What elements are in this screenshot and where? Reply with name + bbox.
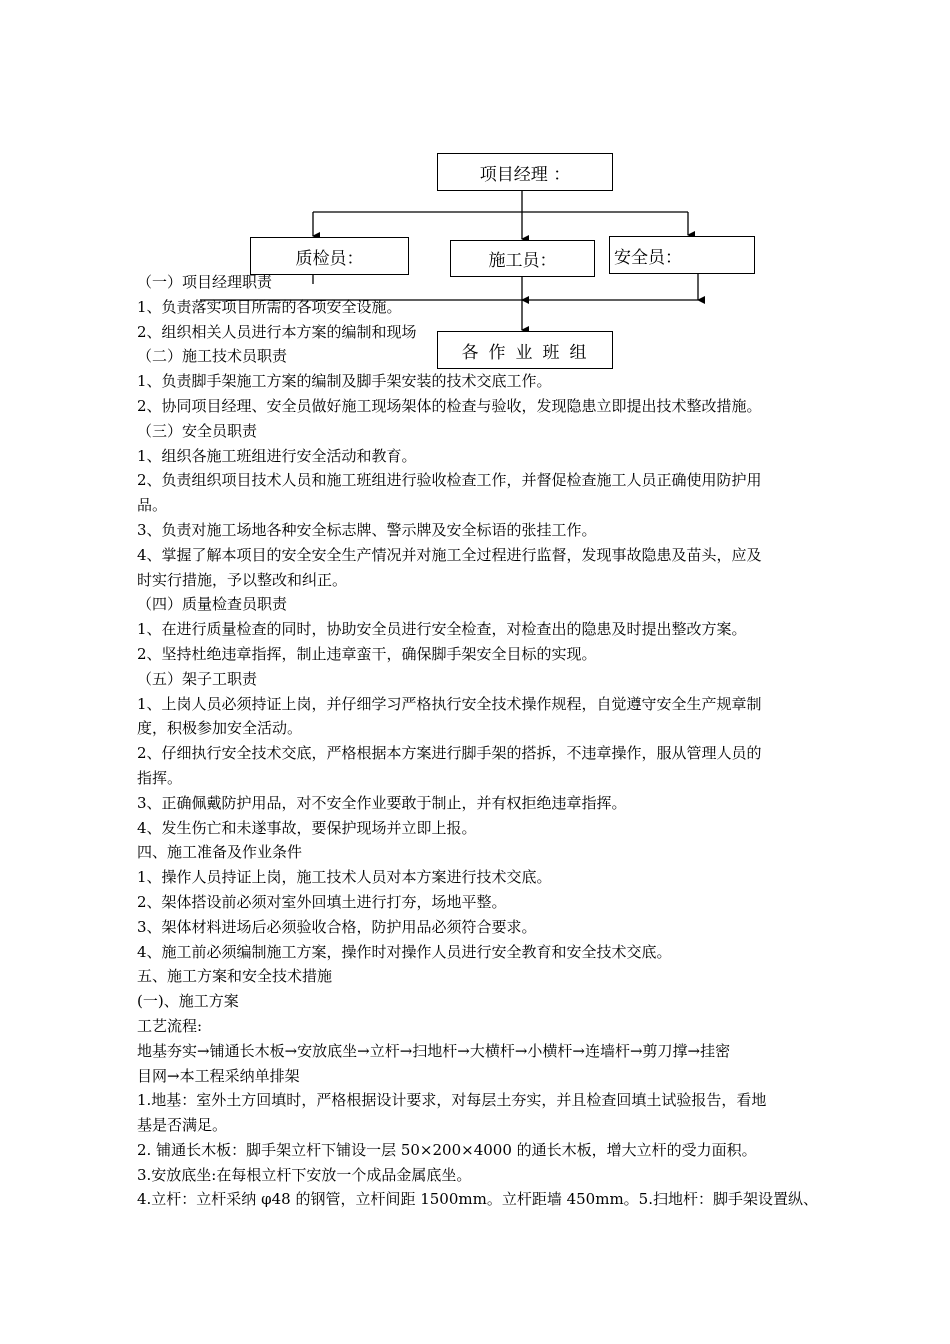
construction-officer-label: 施工员： bbox=[488, 251, 557, 271]
text-line: 2、协同项目经理、安全员做好施工现场架体的检查与验收，发现隐患立即提出技术整改措施。 bbox=[137, 396, 762, 415]
safety-officer-label: 安全员： bbox=[614, 247, 682, 268]
text-line: 1、负责落实项目所需的各项安全设施。 bbox=[137, 297, 402, 316]
work-teams-label: 各作业班组 bbox=[461, 342, 597, 363]
text-line: 1、操作人员持证上岗，施工技术人员对本方案进行技术交底。 bbox=[137, 868, 552, 887]
text-line: 4、掌握了解本项目的安全安全生产情况并对施工全过程进行监督，发现事故隐患及苗头，应及 bbox=[137, 545, 762, 564]
text-line: 地基夯实→铺通长木板→安放底坐→立杆→扫地杆→大横杆→小横杆→连墙杆→剪刀撑→挂密 bbox=[137, 1041, 731, 1060]
text-line: 3.安放底坐:在每根立杆下安放一个成品金属底坐。 bbox=[137, 1165, 472, 1184]
quality-inspector-label: 质检员： bbox=[295, 248, 364, 269]
work-teams-box bbox=[437, 331, 613, 369]
project-manager-label: 项目经理 ： bbox=[479, 164, 571, 185]
text-line: 2. 铺通长木板：脚手架立杆下铺设一层 50×200×4000 的通长木板，增大立杆的受力面积。 bbox=[137, 1140, 757, 1159]
project-manager-box bbox=[437, 153, 613, 191]
text-line: （二）施工技术员职责 bbox=[137, 347, 288, 366]
text-line: 2、架体搭设前必须对室外回填土进行打夯，场地平整。 bbox=[137, 892, 507, 911]
text-line: 时实行措施，予以整改和纠正。 bbox=[137, 570, 348, 589]
text-line: 1、在进行质量检查的同时，协助安全员进行安全检查，对检查出的隐患及时提出整改方案。 bbox=[137, 620, 747, 639]
text-line: 度，积极参加安全活动。 bbox=[137, 719, 303, 738]
text-line: 4、施工前必须编制施工方案，操作时对操作人员进行安全教育和安全技术交底。 bbox=[137, 942, 672, 961]
text-line: （五）架子工职责 bbox=[137, 669, 258, 688]
text-line: 3、负责对施工场地各种安全标志牌、警示牌及安全标语的张挂工作。 bbox=[137, 520, 597, 539]
text-line: 工艺流程: bbox=[137, 1016, 203, 1035]
text-line: 1、上岗人员必须持证上岗，并仔细学习严格执行安全技术操作规程，自觉遵守安全生产规章制 bbox=[137, 694, 762, 713]
text-line: 2、组织相关人员进行本方案的编制和现场 bbox=[137, 322, 417, 341]
text-line: 目网→本工程采纳单排架 bbox=[137, 1066, 300, 1085]
document-body bbox=[137, 270, 842, 1212]
text-line: 3、架体材料进场后必须验收合格，防护用品必须符合要求。 bbox=[137, 917, 537, 936]
text-line: （三）安全员职责 bbox=[137, 421, 258, 440]
text-line: 1.地基：室外土方回填时，严格根据设计要求，对每层土夯实，并且检查回填土试验报告，看地 bbox=[137, 1091, 767, 1110]
text-line: 指挥。 bbox=[137, 768, 183, 787]
text-line: 2、仔细执行安全技术交底，严格根据本方案进行脚手架的搭拆，不违章操作，服从管理人员的 bbox=[137, 744, 762, 763]
safety-officer-box bbox=[609, 236, 755, 274]
text-line: 1、负责脚手架施工方案的编制及脚手架安装的技术交底工作。 bbox=[137, 372, 552, 391]
text-line: 五、施工方案和安全技术措施 bbox=[137, 967, 333, 986]
text-line: 3、正确佩戴防护用品，对不安全作业要敢于制止，并有权拒绝违章指挥。 bbox=[137, 793, 627, 812]
text-line: (一)、施工方案 bbox=[137, 992, 239, 1011]
text-line: 四、施工准备及作业条件 bbox=[137, 843, 303, 862]
text-line: 2、坚持杜绝违章指挥，制止违章蛮干，确保脚手架安全目标的实现。 bbox=[137, 644, 597, 663]
text-line: 品。 bbox=[137, 496, 168, 515]
text-line: （四）质量检查员职责 bbox=[137, 595, 288, 614]
text-line: 1、组织各施工班组进行安全活动和教育。 bbox=[137, 446, 417, 465]
text-line: 基是否满足。 bbox=[137, 1116, 228, 1135]
text-line: （一）项目经理职责 bbox=[137, 273, 273, 291]
text-line: 4.立杆：立杆采纳 φ48 的钢管，立杆间距 1500mm。立杆距墙 450mm。5.扫地杆：脚手架设置纵、 bbox=[137, 1190, 818, 1209]
text-line: 4、发生伤亡和未遂事故，要保护现场并立即上报。 bbox=[137, 818, 477, 837]
text-line: 2、负责组织项目技术人员和施工班组进行验收检查工作，并督促检查施工人员正确使用防护用 bbox=[137, 471, 762, 490]
